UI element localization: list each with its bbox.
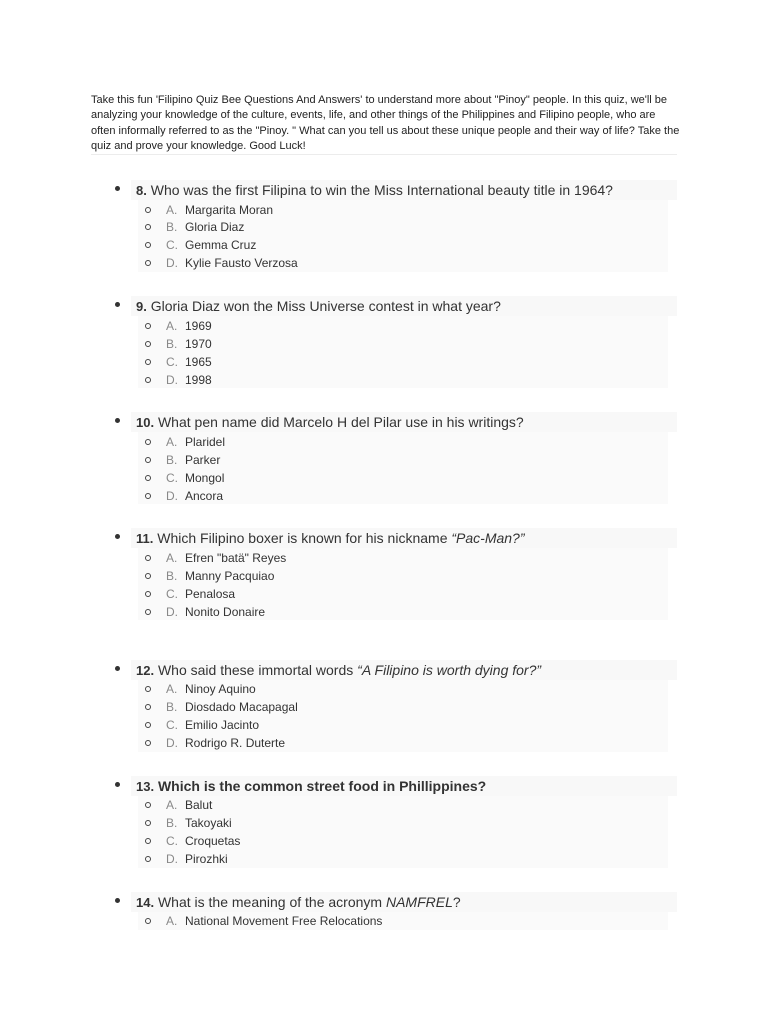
circle-bullet-icon [145, 341, 151, 347]
question-text: 13. Which is the common street food in Phillippines? [136, 778, 487, 794]
answer-option[interactable]: B. 1970 [0, 335, 768, 353]
bullet-icon [115, 534, 120, 539]
circle-bullet-icon [145, 704, 151, 710]
circle-bullet-icon [145, 802, 151, 808]
answer-option[interactable]: A. Ninoy Aquino [0, 680, 768, 698]
answer-option[interactable]: C. Emilio Jacinto [0, 716, 768, 734]
circle-bullet-icon [145, 377, 151, 383]
intro-paragraph: Take this fun 'Filipino Quiz Bee Questions And Answers' to understand more about "Pinoy" people. In this quiz, we'll be analyzing your knowledge of the culture, events, life, and other things of the Philippines and Filipino people, who are often informally referred to as the "Pinoy. " What can you tell us about these unique people and their way of life? Take the quiz and prove your knowledge. Good Luck! [91, 94, 680, 153]
question-text: 14. What is the meaning of the acronym NAMFREL? [136, 894, 461, 910]
question-text: 12. Who said these immortal words “A Filipino is worth dying for?” [136, 662, 542, 678]
circle-bullet-icon [145, 838, 151, 844]
bullet-icon [115, 186, 120, 191]
answer-option[interactable]: C. Penalosa [0, 585, 768, 603]
question-text: 11. Which Filipino boxer is known for his nickname “Pac-Man?” [136, 530, 525, 546]
circle-bullet-icon [145, 457, 151, 463]
circle-bullet-icon [145, 260, 151, 266]
answer-option[interactable]: B. Gloria Diaz [0, 218, 768, 236]
circle-bullet-icon [145, 686, 151, 692]
bullet-icon [115, 302, 120, 307]
answer-option[interactable]: D. Rodrigo R. Duterte [0, 734, 768, 752]
answer-option[interactable]: C. Gemma Cruz [0, 236, 768, 254]
answer-option[interactable]: C. 1965 [0, 353, 768, 371]
circle-bullet-icon [145, 609, 151, 615]
circle-bullet-icon [145, 573, 151, 579]
circle-bullet-icon [145, 918, 151, 924]
question-text: 9. Gloria Diaz won the Miss Universe contest in what year? [136, 298, 501, 314]
circle-bullet-icon [145, 224, 151, 230]
answer-option[interactable]: D. Pirozhki [0, 850, 768, 868]
bullet-icon [115, 782, 120, 787]
circle-bullet-icon [145, 740, 151, 746]
circle-bullet-icon [145, 207, 151, 213]
circle-bullet-icon [145, 323, 151, 329]
answer-option[interactable]: B. Manny Pacquiao [0, 567, 768, 585]
answer-option[interactable]: B. Diosdado Macapagal [0, 698, 768, 716]
circle-bullet-icon [145, 591, 151, 597]
answer-option[interactable]: B. Parker [0, 451, 768, 469]
answer-option[interactable]: A. 1969 [0, 317, 768, 335]
circle-bullet-icon [145, 242, 151, 248]
answer-option[interactable]: D. Ancora [0, 487, 768, 505]
answer-option[interactable]: C. Croquetas [0, 832, 768, 850]
answer-option[interactable]: A. National Movement Free Relocations [0, 912, 768, 930]
answer-option[interactable]: A. Efren "batä" Reyes [0, 549, 768, 567]
bullet-icon [115, 418, 120, 423]
answer-option[interactable]: A. Plaridel [0, 433, 768, 451]
circle-bullet-icon [145, 493, 151, 499]
answer-option[interactable]: B. Takoyaki [0, 814, 768, 832]
answer-option[interactable]: C. Mongol [0, 469, 768, 487]
circle-bullet-icon [145, 439, 151, 445]
question-text: 8. Who was the first Filipina to win the Miss International beauty title in 1964? [136, 182, 613, 198]
question-text: 10. What pen name did Marcelo H del Pilar use in his writings? [136, 414, 524, 430]
bullet-icon [115, 666, 120, 671]
divider [91, 154, 677, 155]
bullet-icon [115, 898, 120, 903]
answer-option[interactable]: A. Balut [0, 796, 768, 814]
answer-option[interactable]: D. Nonito Donaire [0, 603, 768, 621]
answer-option[interactable]: A. Margarita Moran [0, 201, 768, 219]
circle-bullet-icon [145, 856, 151, 862]
circle-bullet-icon [145, 722, 151, 728]
answer-option[interactable]: D. 1998 [0, 371, 768, 389]
circle-bullet-icon [145, 359, 151, 365]
circle-bullet-icon [145, 820, 151, 826]
circle-bullet-icon [145, 555, 151, 561]
circle-bullet-icon [145, 475, 151, 481]
answer-option[interactable]: D. Kylie Fausto Verzosa [0, 254, 768, 272]
